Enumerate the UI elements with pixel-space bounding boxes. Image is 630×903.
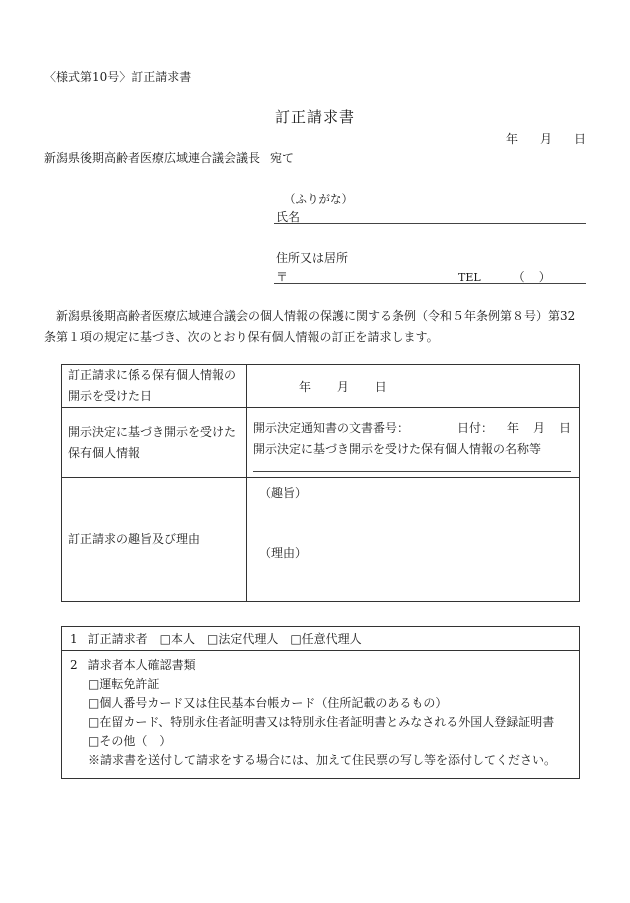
notice-date-day: 日 [558,420,571,435]
disclosure-date-year: 年 [299,379,312,394]
correction-purpose-cell[interactable] [247,478,580,602]
checkbox-drivers-license[interactable]: □運転免許証 [88,677,160,691]
name-label: 氏名 [276,210,301,224]
requester-type-label: 訂正請求者 [87,632,148,646]
table-row [62,478,580,602]
table-row [62,365,580,408]
tel-paren-close: ） [538,270,551,284]
address-field[interactable] [274,283,586,284]
identity-docs-heading [70,656,579,675]
tel-label: TEL [458,271,481,284]
notice-date-month: 月 [532,420,545,435]
disclosure-date-cell[interactable] [247,365,580,408]
date-year: 年 [505,132,518,146]
reason-label: （理由） [259,546,308,560]
checkbox-self[interactable]: □本人 [159,632,195,646]
checkbox-mynumber-card[interactable]: □個人番号カード又は住民基本台帳カード（住所記載のあるもの） [88,696,448,710]
request-details-table [61,364,580,602]
notice-date-year: 年 [506,420,519,435]
disclosed-info-name-field[interactable] [253,471,571,472]
section-number: 2 [70,658,78,672]
correction-purpose-label: 訂正請求の趣旨及び理由 [62,478,247,602]
disclosed-info-name-label: 開示決定に基づき開示を受けた保有個人情報の名称等 [253,441,542,456]
statement-line-2: 条第１項の規定に基づき、次のとおり保有個人情報の訂正を請求します。 [44,330,439,344]
address-label: 住所又は居所 [276,251,349,265]
requester-info-box [61,626,580,779]
statement-line-1: 新潟県後期高齢者医療広域連合議会の個人情報の保護に関する条例（令和５年条例第８号）第32 [56,309,576,323]
addressee [44,149,294,166]
request-date [506,130,586,147]
table-row [62,408,580,478]
request-statement [44,306,589,348]
date-month: 月 [539,132,552,146]
identity-docs-label: 請求者本人確認書類 [87,658,196,672]
disclosed-info-label: 開示決定に基づき開示を受けた保有個人情報 [62,408,247,478]
addressee-name: 新潟県後期高齢者医療広域連合議会議長 [44,151,261,165]
furigana-label: （ふりがな） [284,192,353,206]
form-number: 〈様式第10号〉訂正請求書 [44,70,192,84]
date-day: 日 [573,132,586,146]
notice-doc-number-label: 開示決定通知書の文書番号： [253,420,410,435]
disclosed-info-cell[interactable] [247,408,580,478]
checkbox-other[interactable]: □その他（ ） [88,734,172,748]
tel-paren-open: （ [512,270,525,284]
notice-date-label: 日付： [456,420,493,435]
notice-date [443,419,571,436]
disclosure-date-month: 月 [336,379,349,394]
disclosure-date-day: 日 [374,379,387,394]
checkbox-voluntary-agent[interactable]: □任意代理人 [290,632,362,646]
postal-mark: 〒 [276,270,289,284]
section-number: 1 [70,631,78,646]
name-field[interactable] [274,223,586,224]
document-title: 訂正請求書 [274,108,355,126]
mail-request-note: ※請求書を送付して請求をする場合には、加えて住民票の写し等を添付してください。 [88,753,557,767]
checkbox-legal-agent[interactable]: □法定代理人 [207,632,279,646]
checkbox-residence-card[interactable]: □在留カード、特別永住者証明書又は特別永住者証明書とみなされる外国人登録証明書 [88,715,555,729]
identity-docs-section [62,651,579,770]
requester-type-section [62,627,579,651]
addressee-honorific: 宛て [270,151,295,165]
disclosure-date-label: 訂正請求に係る保有個人情報の開示を受けた日 [62,365,247,408]
purpose-label: （趣旨） [259,486,308,500]
